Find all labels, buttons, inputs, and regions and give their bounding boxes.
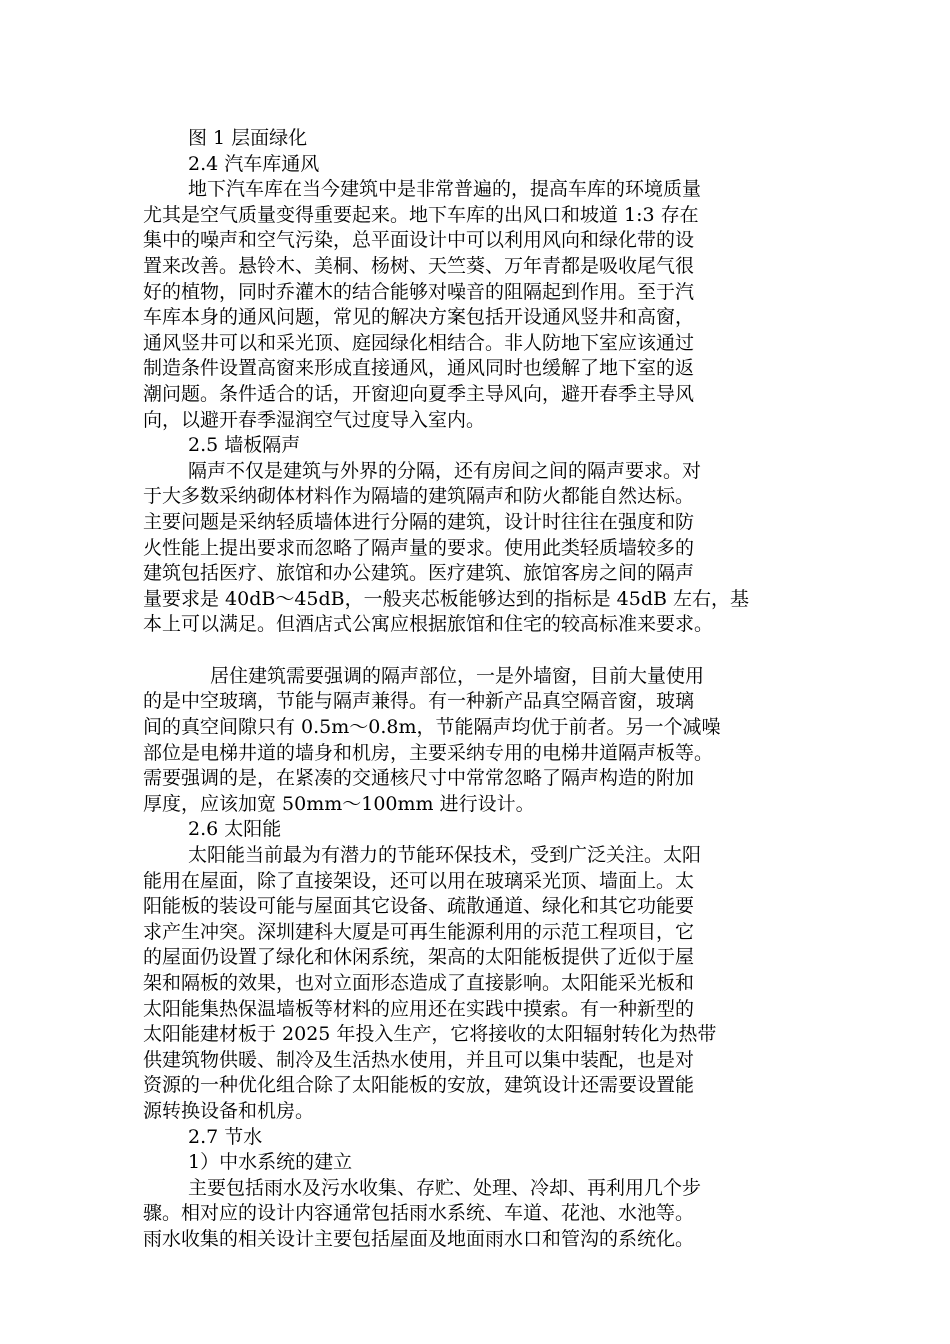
text-line: 间的真空间隙只有 0.5m～0.8m，节能隔声均优于前者。另一个减噪 [143,716,721,739]
text-line: 向，以避开春季湿润空气过度导入室内。 [143,408,486,431]
text-line: 居住建筑需要强调的隔声部位，一是外墙窗，目前大量使用 [210,664,705,687]
text-line: 地下汽车库在当今建筑中是非常普遍的，提高车库的环境质量 [188,178,702,201]
text-line: 量要求是 40dB～45dB，一般夹芯板能够达到的指标是 45dB 左右，基 [143,587,750,610]
text-line: 骤。相对应的设计内容通常包括雨水系统、车道、花池、水池等。 [143,1202,695,1225]
paragraph-gap [143,638,811,664]
section-heading-2-5: 2.5 墙板隔声 [188,434,301,457]
text-line: 好的植物，同时乔灌木的结合能够对噪音的阻隔起到作用。至于汽 [143,280,695,303]
section-heading-2-6: 2.6 太阳能 [188,818,282,841]
text-line: 建筑包括医疗、旅馆和办公建筑。医疗建筑、旅馆客房之间的隔声 [143,562,695,585]
text-line: 的屋面仍设置了绿化和休闲系统，架高的太阳能板提供了近似于屋 [143,946,695,969]
paragraph-wall-sound-insulation [143,459,811,638]
text-line: 车库本身的通风问题，常见的解决方案包括开设通风竖井和高窗， [143,306,695,329]
text-line: 能用在屋面，除了直接架设，还可以用在玻璃采光顶、墙面上。太 [143,869,695,892]
text-line: 主要包括雨水及污水收集、存贮、处理、冷却、再利用几个步 [188,1176,702,1199]
paragraph-parking-ventilation [143,177,811,433]
text-line: 通风竖井可以和采光顶、庭园绿化相结合。非人防地下室应该通过 [143,331,695,354]
text-line: 制造条件设置高窗来形成直接通风，通风同时也缓解了地下室的返 [143,357,695,380]
text-line: 雨水收集的相关设计主要包括屋面及地面雨水口和管沟的系统化。 [143,1227,695,1250]
text-line: 潮问题。条件适合的话，开窗迎向夏季主导风向，避开春季主导风 [143,382,695,405]
text-line: 尤其是空气质量变得重要起来。地下车库的出风口和坡道 1:3 存在 [143,203,699,226]
text-line: 火性能上提出要求而忽略了隔声量的要求。使用此类轻质墙较多的 [143,536,695,559]
text-line: 部位是电梯井道的墙身和机房，主要采纳专用的电梯井道隔声板等。 [143,741,714,764]
document-body [143,126,811,1253]
subsection-heading: 1）中水系统的建立 [188,1151,353,1174]
text-line: 架和隔板的效果，也对立面形态造成了直接影响。太阳能采光板和 [143,972,695,994]
paragraph-residential-insulation [143,664,811,818]
text-line: 太阳能集热保温墙板等材料的应用还在实践中摸索。有一种新型的 [143,997,695,1020]
text-line: 太阳能建材板于 2025 年投入生产，它将接收的太阳辐射转化为热带 [143,1023,717,1046]
paragraph-water-saving [143,1176,811,1253]
text-line: 求产生冲突。深圳建科大厦是可再生能源利用的示范工程项目，它 [143,920,695,943]
text-line: 隔声不仅是建筑与外界的分隔，还有房间之间的隔声要求。对 [188,459,702,482]
text-line: 集中的噪声和空气污染，总平面设计中可以利用风向和绿化带的设 [143,229,695,252]
text-line: 厚度，应该加宽 50mm～100mm 进行设计。 [143,792,535,815]
text-line: 于大多数采纳砌体材料作为隔墙的建筑隔声和防火都能自然达标。 [143,485,695,508]
text-line: 主要问题是采纳轻质墙体进行分隔的建筑，设计时往往在强度和防 [143,510,695,533]
section-heading-2-4: 2.4 汽车库通风 [188,152,320,175]
text-line: 资源的一种优化组合除了太阳能板的安放，建筑设计还需要设置能 [143,1074,695,1097]
text-line: 的是中空玻璃，节能与隔声兼得。有一种新产品真空隔音窗，玻璃 [143,690,695,713]
paragraph-solar-energy [143,843,811,1125]
section-heading-2-7: 2.7 节水 [188,1125,263,1148]
text-line: 供建筑物供暖、制冷及生活热水使用，并且可以集中装配，也是对 [143,1048,695,1071]
text-line: 置来改善。悬铃木、美桐、杨树、天竺葵、万年青都是吸收尾气很 [143,254,695,277]
text-line: 需要强调的是，在紧凑的交通核尺寸中常常忽略了隔声构造的附加 [143,767,695,790]
text-line: 本上可以满足。但酒店式公寓应根据旅馆和住宅的较高标准来要求。 [143,613,714,636]
figure-caption: 图 1 层面绿化 [188,127,308,149]
text-line: 源转换设备和机房。 [143,1099,315,1122]
text-line: 阳能板的装设可能与屋面其它设备、疏散通道、绿化和其它功能要 [143,895,695,918]
text-line: 太阳能当前最为有潜力的节能环保技术，受到广泛关注。太阳 [188,844,702,867]
